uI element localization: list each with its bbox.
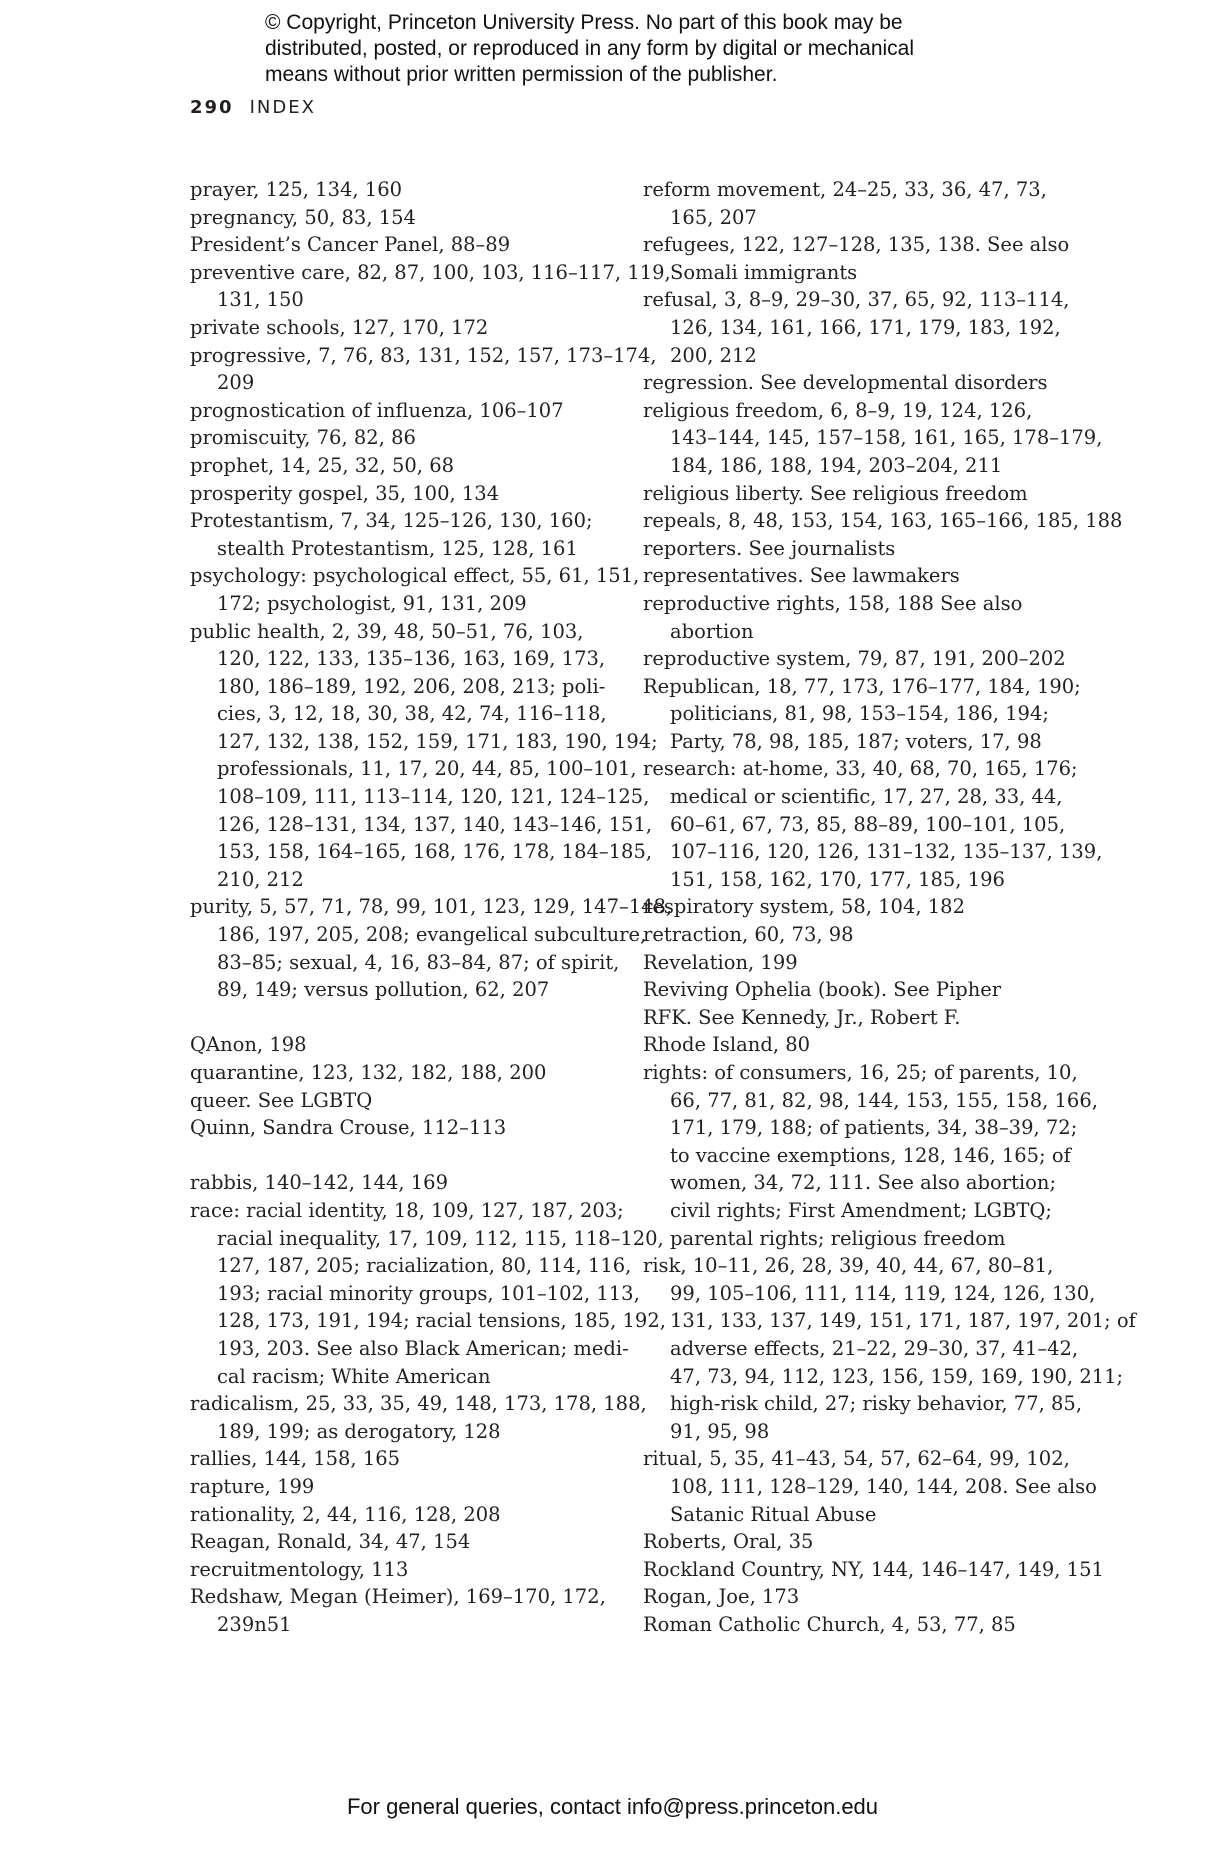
index-entry-continuation: 120, 122, 133, 135–136, 163, 169, 173, <box>217 647 606 671</box>
index-entry: radicalism, 25, 33, 35, 49, 148, 173, 178, 188, <box>190 1392 647 1416</box>
index-entry: pregnancy, 50, 83, 154 <box>190 205 416 229</box>
index-entry: religious freedom, 6, 8–9, 19, 124, 126, <box>643 398 1033 422</box>
index-spacer <box>190 1004 610 1032</box>
index-entry: Roman Catholic Church, 4, 53, 77, 85 <box>643 1612 1016 1636</box>
index-entry-continuation: 83–85; sexual, 4, 16, 83–84, 87; of spirit, <box>217 950 620 974</box>
index-entry: refugees, 122, 127–128, 135, 138. See also <box>643 233 1070 257</box>
index-entry: purity, 5, 57, 71, 78, 99, 101, 123, 129, 147–148, <box>190 895 673 919</box>
index-entry: Rockland Country, NY, 144, 146–147, 149, 151 <box>643 1557 1104 1581</box>
index-entry-continuation: Party, 78, 98, 185, 187; voters, 17, 98 <box>670 729 1042 753</box>
index-entry-continuation: politicians, 81, 98, 153–154, 186, 194; <box>670 702 1049 726</box>
copyright-line: distributed, posted, or reproduced in any form by digital or mechanical <box>265 37 915 60</box>
index-entry-continuation: abortion <box>670 619 754 643</box>
index-entry-continuation: 184, 186, 188, 194, 203–204, 211 <box>670 453 1003 477</box>
index-entry-continuation: 193, 203. See also Black American; medi- <box>217 1336 629 1360</box>
index-entry: RFK. See Kennedy, Jr., Robert F. <box>643 1005 961 1029</box>
index-entry: reproductive system, 79, 87, 191, 200–202 <box>643 647 1066 671</box>
index-entry-continuation: adverse effects, 21–22, 29–30, 37, 41–42, <box>670 1336 1079 1360</box>
index-entry-continuation: parental rights; religious freedom <box>670 1226 1006 1250</box>
index-entry: recruitmentology, 113 <box>190 1557 409 1581</box>
index-entry: Redshaw, Megan (Heimer), 169–170, 172, <box>190 1585 606 1609</box>
index-entry: research: at-home, 33, 40, 68, 70, 165, 176; <box>643 757 1078 781</box>
index-entry-continuation: 180, 186–189, 192, 206, 208, 213; poli- <box>217 674 606 698</box>
index-entry: prognostication of influenza, 106–107 <box>190 398 564 422</box>
index-entry-continuation: 210, 212 <box>217 867 304 891</box>
index-entry: race: racial identity, 18, 109, 127, 187, 203; <box>190 1198 624 1222</box>
index-entry-continuation: Satanic Ritual Abuse <box>670 1502 877 1526</box>
index-entry-continuation: cal racism; White American <box>217 1364 491 1388</box>
index-entry: private schools, 127, 170, 172 <box>190 315 489 339</box>
index-entry-continuation: 126, 134, 161, 166, 171, 179, 183, 192, <box>670 315 1061 339</box>
index-entry: rights: of consumers, 16, 25; of parents, 10, <box>643 1061 1078 1084</box>
footer-contact: For general queries, contact info@press.princeton.edu <box>346 1794 879 1819</box>
index-entry-continuation: 186, 197, 205, 208; evangelical subculture, <box>217 923 647 947</box>
index-entry: rabbis, 140–142, 144, 169 <box>190 1171 448 1195</box>
index-entry: prophet, 14, 25, 32, 50, 68 <box>190 453 455 477</box>
index-entry-continuation: racial inequality, 17, 109, 112, 115, 118–120, <box>217 1226 664 1250</box>
index-entry-continuation: cies, 3, 12, 18, 30, 38, 42, 74, 116–118, <box>217 702 607 726</box>
index-entry-continuation: 127, 187, 205; racialization, 80, 114, 116, <box>217 1254 632 1278</box>
index-column-left <box>190 176 673 1638</box>
index-entry: prosperity gospel, 35, 100, 134 <box>190 481 500 505</box>
index-entry: Quinn, Sandra Crouse, 112–113 <box>190 1116 507 1140</box>
index-entry-continuation: 66, 77, 81, 82, 98, 144, 153, 155, 158, 166, <box>670 1088 1098 1112</box>
index-entry-continuation: 131, 133, 137, 149, 151, 171, 187, 197, 201; of <box>670 1309 1136 1333</box>
index-entry-continuation: 107–116, 120, 126, 131–132, 135–137, 139, <box>670 840 1103 864</box>
index-entry: QAnon, 198 <box>190 1033 307 1057</box>
index-entry-continuation: 200, 212 <box>670 343 757 367</box>
index-entry-continuation: 126, 128–131, 134, 137, 140, 143–146, 151, <box>217 812 653 836</box>
index-entry: psychology: psychological effect, 55, 61, 151, <box>190 564 640 588</box>
index-entry: Reviving Ophelia (book). See Pipher <box>643 978 1002 1002</box>
index-entry-continuation: women, 34, 72, 111. See also abortion; <box>670 1171 1057 1195</box>
copyright-notice <box>265 10 1025 88</box>
index-entry-continuation: 47, 73, 94, 112, 123, 156, 159, 169, 190, 211; <box>670 1364 1124 1388</box>
index-entry: religious liberty. See religious freedom <box>643 481 1028 505</box>
index-entry-continuation: 127, 132, 138, 152, 159, 171, 183, 190, 194; <box>217 729 658 753</box>
index-entry-continuation: 89, 149; versus pollution, 62, 207 <box>217 978 550 1002</box>
index-entry: promiscuity, 76, 82, 86 <box>190 426 416 450</box>
section-title: INDEX <box>249 97 316 118</box>
index-entry: representatives. See lawmakers <box>643 564 960 588</box>
index-entry: Protestantism, 7, 34, 125–126, 130, 160; <box>190 509 593 533</box>
index-entry: reform movement, 24–25, 33, 36, 47, 73, <box>643 178 1047 201</box>
index-entry: Rhode Island, 80 <box>643 1033 811 1057</box>
index-entry: queer. See LGBTQ <box>190 1088 373 1112</box>
index-entry-continuation: medical or scientific, 17, 27, 28, 33, 44, <box>670 785 1063 809</box>
index-entry-continuation: 209 <box>217 371 255 395</box>
index-entry: reporters. See journalists <box>643 536 896 560</box>
index-entry-continuation: 91, 95, 98 <box>670 1419 770 1443</box>
index-entry: risk, 10–11, 26, 28, 39, 40, 44, 67, 80–81, <box>643 1254 1054 1278</box>
index-entry: public health, 2, 39, 48, 50–51, 76, 103, <box>190 619 584 643</box>
index-entry: regression. See developmental disorders <box>643 371 1048 395</box>
copyright-line: © Copyright, Princeton University Press. No part of this book may be <box>265 11 903 34</box>
index-entry: respiratory system, 58, 104, 182 <box>643 895 965 919</box>
index-entry: reproductive rights, 158, 188 See also <box>643 591 1023 615</box>
running-head <box>190 97 316 118</box>
index-entry: quarantine, 123, 132, 182, 188, 200 <box>190 1061 547 1084</box>
index-entry-continuation: 108–109, 111, 113–114, 120, 121, 124–125, <box>217 785 650 809</box>
index-entry: rationality, 2, 44, 116, 128, 208 <box>190 1502 501 1526</box>
index-entry-continuation: 153, 158, 164–165, 168, 176, 178, 184–185, <box>217 840 653 864</box>
index-entry-continuation: 165, 207 <box>670 205 757 229</box>
index-entry: rallies, 144, 158, 165 <box>190 1447 401 1471</box>
index-entry-continuation: Somali immigrants <box>670 260 858 284</box>
index-entry-continuation: 128, 173, 191, 194; racial tensions, 185, 192, <box>217 1309 666 1333</box>
index-spacer <box>190 1142 610 1170</box>
index-entry-continuation: high-risk child, 27; risky behavior, 77, 85, <box>670 1392 1083 1416</box>
index-entry: ritual, 5, 35, 41–43, 54, 57, 62–64, 99, 102, <box>643 1447 1070 1471</box>
index-entry: progressive, 7, 76, 83, 131, 152, 157, 173–174, <box>190 343 657 367</box>
index-column-right <box>643 176 1136 1638</box>
index-entry-continuation: 193; racial minority groups, 101–102, 113, <box>217 1281 640 1305</box>
index-entry-continuation: to vaccine exemptions, 128, 146, 165; of <box>670 1143 1071 1167</box>
index-entry: repeals, 8, 48, 153, 154, 163, 165–166, 185, 188 <box>643 509 1123 533</box>
index-entry: President’s Cancer Panel, 88–89 <box>190 233 511 257</box>
index-entry: Rogan, Joe, 173 <box>643 1585 800 1609</box>
index-entry-continuation: civil rights; First Amendment; LGBTQ; <box>670 1198 1052 1222</box>
index-entry-continuation: 189, 199; as derogatory, 128 <box>217 1419 501 1443</box>
index-entry-continuation: 151, 158, 162, 170, 177, 185, 196 <box>670 867 1005 891</box>
index-entry-continuation: 171, 179, 188; of patients, 34, 38–39, 72; <box>670 1116 1078 1140</box>
index-entry: refusal, 3, 8–9, 29–30, 37, 65, 92, 113–114, <box>643 288 1070 312</box>
index-entry-continuation: 131, 150 <box>217 288 304 312</box>
index-entry: prayer, 125, 134, 160 <box>190 178 403 201</box>
index-entry: Republican, 18, 77, 173, 176–177, 184, 190; <box>643 674 1081 698</box>
index-entry-continuation: 108, 111, 128–129, 140, 144, 208. See also <box>670 1474 1097 1498</box>
index-entry: Reagan, Ronald, 34, 47, 154 <box>190 1530 471 1554</box>
index-entry-continuation: professionals, 11, 17, 20, 44, 85, 100–101, <box>217 757 637 781</box>
copyright-line: means without prior written permission of the publisher. <box>265 63 778 86</box>
index-entry-continuation: 143–144, 145, 157–158, 161, 165, 178–179, <box>670 426 1103 450</box>
index-entry-continuation: stealth Protestantism, 125, 128, 161 <box>217 536 578 560</box>
index-entry: retraction, 60, 73, 98 <box>643 923 854 947</box>
index-entry-continuation: 172; psychologist, 91, 131, 209 <box>217 591 527 615</box>
page-number: 290 <box>190 97 234 118</box>
index-entry: preventive care, 82, 87, 100, 103, 116–117, 119, <box>190 260 671 284</box>
index-entry: Roberts, Oral, 35 <box>643 1530 814 1554</box>
index-entry-continuation: 239n51 <box>217 1612 292 1636</box>
index-entry: rapture, 199 <box>190 1474 315 1498</box>
index-entry-continuation: 60–61, 67, 73, 85, 88–89, 100–101, 105, <box>670 812 1066 836</box>
index-entry: Revelation, 199 <box>643 950 798 974</box>
index-entry-continuation: 99, 105–106, 111, 114, 119, 124, 126, 130, <box>670 1281 1096 1305</box>
